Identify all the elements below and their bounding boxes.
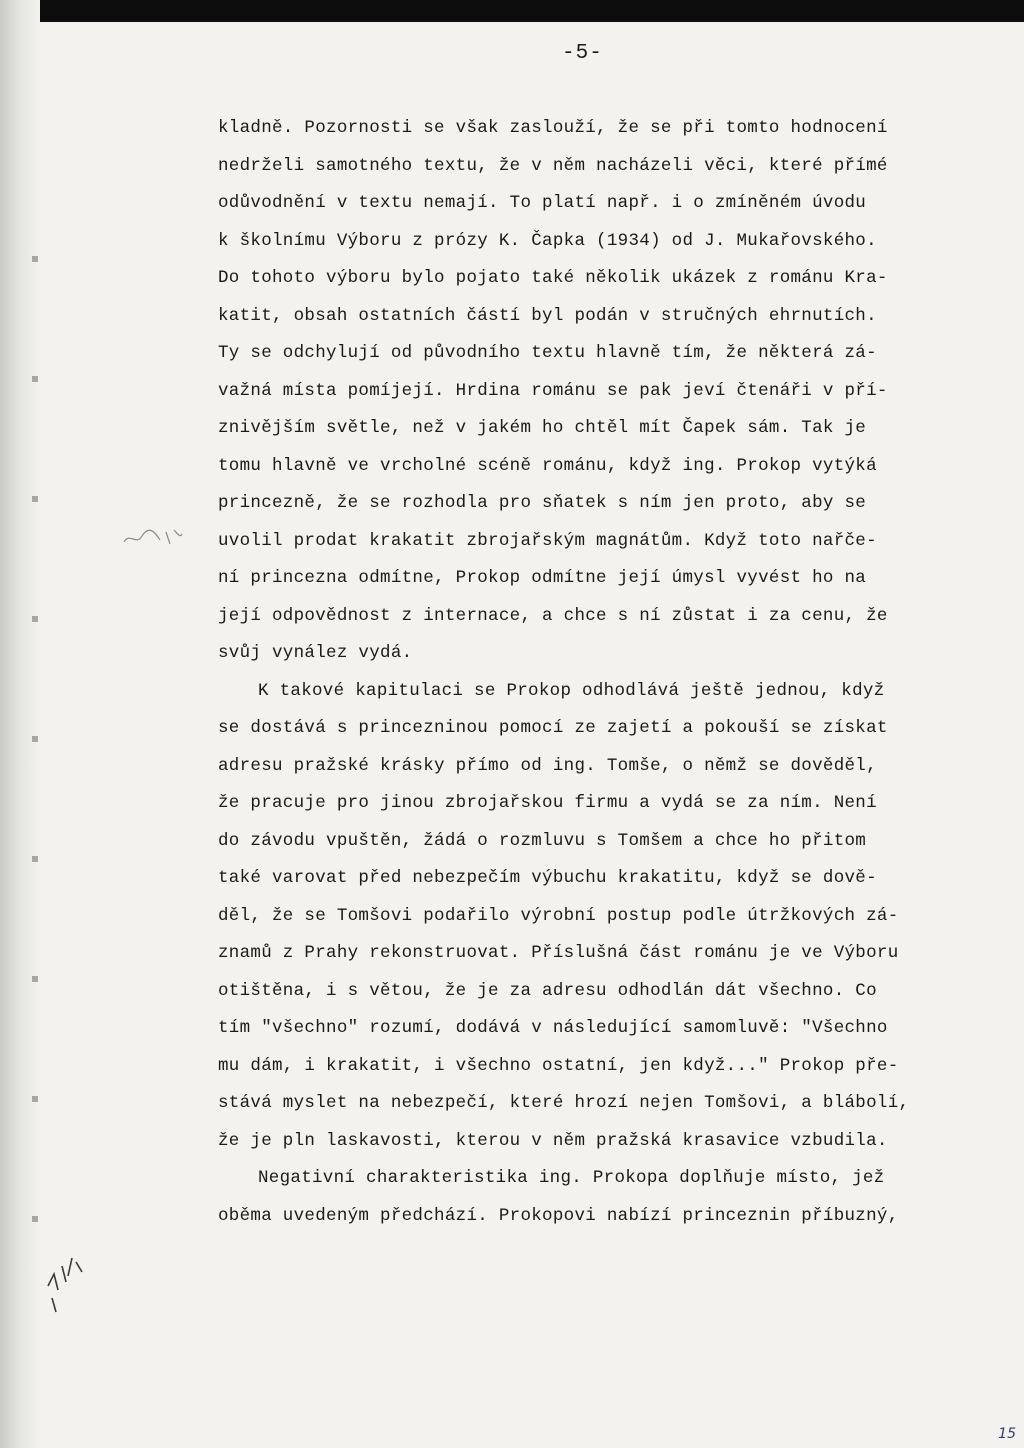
text-line: oběma uvedeným předchází. Prokopovi nabízí princeznin příbuzný, [218, 1205, 899, 1226]
margin-pencil-mark [120, 524, 184, 552]
text-line: odůvodnění v textu nemají. To platí např. i o zmíněném úvodu [218, 193, 867, 213]
text-line: mu dám, i krakatit, i všechno ostatní, jen když..." Prokop pře- [218, 1055, 899, 1076]
typewritten-text-block [218, 110, 954, 1235]
text-line: že je pln laskavosti, kterou v něm pražská krasavice vzbudila. [218, 1130, 888, 1151]
page-number: -5- [562, 42, 603, 65]
text-line: Do tohoto výboru bylo pojato také několik ukázek z románu Kra- [218, 268, 888, 288]
text-line: adresu pražské krásky přímo od ing. Tomše, o němž se dověděl, [218, 755, 877, 776]
margin-handwritten-mark [38, 1246, 98, 1316]
scan-top-border [0, 0, 1024, 22]
text-line: Negativní charakteristika ing. Prokopa doplňuje místo, jež [258, 1168, 885, 1188]
text-line: nedrželi samotného textu, že v něm nacházeli věci, které přímé [218, 155, 888, 176]
text-line: děl, že se Tomšovi podařilo výrobní postup podle útržkových zá- [218, 905, 899, 926]
binding-hole-marks [32, 160, 38, 1310]
text-line: ní princezna odmítne, Prokop odmítne její úmysl vyvést ho na [218, 568, 867, 588]
text-line: važná místa pomíjejí. Hrdina románu se pak jeví čtenáři v pří- [218, 380, 888, 401]
corner-handwritten-number: 15 [998, 1426, 1016, 1442]
text-line: princezně, že se rozhodla pro sňatek s ním jen proto, aby se [218, 493, 867, 513]
text-line: kladně. Pozornosti se však zaslouží, že se při tomto hodnocení [218, 118, 888, 138]
text-line: stává myslet na nebezpečí, které hrozí nejen Tomšovi, a blábolí, [218, 1093, 910, 1113]
text-line: její odpovědnost z internace, a chce s ní zůstat i za cenu, že [218, 605, 888, 626]
text-line: že pracuje pro jinou zbrojařskou firmu a vydá se za ním. Není [218, 793, 877, 813]
text-line: tomu hlavně ve vrcholné scéně románu, když ing. Prokop vytýká [218, 455, 877, 476]
text-line: otištěna, i s větou, že je za adresu odhodlán dát všechno. Co [218, 980, 877, 1001]
text-line: také varovat před nebezpečím výbuchu krakatitu, když se dově- [218, 868, 877, 888]
text-line: se dostává s princezninou pomocí ze zajetí a pokouší se získat [218, 718, 888, 738]
text-line: K takové kapitulaci se Prokop odhodlává ještě jednou, když [258, 680, 885, 701]
text-line: uvolil prodat krakatit zbrojařským magnátům. Když toto nařče- [218, 530, 877, 551]
text-line: znamů z Prahy rekonstruovat. Příslušná část románu je ve Výboru [218, 943, 899, 963]
text-line: znivějším světle, než v jakém ho chtěl mít Čapek sám. Tak je [218, 418, 867, 438]
text-line: k školnímu Výboru z prózy K. Čapka (1934) od J. Mukařovského. [218, 230, 877, 251]
text-line: svůj vynález vydá. [218, 643, 413, 663]
text-line: Ty se odchylují od původního textu hlavně tím, že některá zá- [218, 343, 877, 363]
text-line: tím "všechno" rozumí, dodává v následující samomluvě: "Všechno [218, 1018, 888, 1038]
text-line: katit, obsah ostatních částí byl podán v stručných ehrnutích. [218, 305, 877, 326]
text-line: do závodu vpuštěn, žádá o rozmluvu s Tomšem a chce ho přitom [218, 830, 867, 851]
